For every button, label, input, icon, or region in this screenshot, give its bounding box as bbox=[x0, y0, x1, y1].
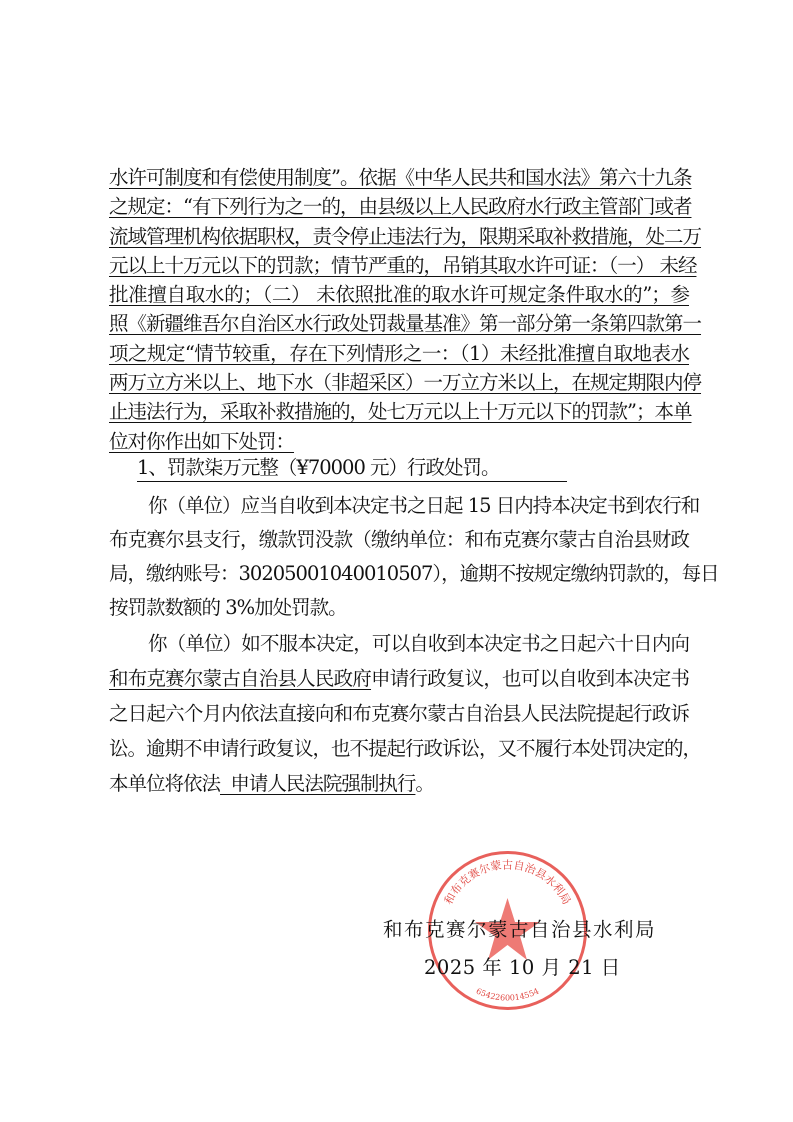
penalty-item-text: 1、罚款柒万元整（¥70000 元）行政处罚。 bbox=[137, 458, 567, 482]
text-line: 批准擅自取水的；（二） 未依照批准的取水许可规定条件取水的”；参 bbox=[109, 283, 689, 307]
enforcement-measure: 申请人民法院强制执行 bbox=[220, 772, 416, 795]
text-line: 布克赛尔县支行，缴款罚没款（缴纳单位：和布克赛尔蒙古自治县财政 bbox=[109, 528, 689, 551]
reconsideration-authority: 和布克赛尔蒙古自治县人民政府 bbox=[109, 667, 372, 690]
text-line: 元以上十万元以下的罚款；情节严重的，吊销其取水许可证：（一） 未经 bbox=[109, 253, 697, 277]
text-line: 。 bbox=[415, 772, 434, 795]
text-line: 位对你作出如下处罚： bbox=[109, 429, 295, 453]
paragraph-payment bbox=[109, 494, 719, 632]
text-line: 止违法行为，采取补救措施的，处七万元以上十万元以下的罚款”；本单 bbox=[109, 400, 692, 424]
text-line: 流域管理机构依据职权，责令停止违法行为，限期采取补救措施，处二万 bbox=[109, 224, 702, 248]
paragraph-appeal bbox=[109, 632, 702, 809]
text-line: 按罚款数额的 3%加处罚款。 bbox=[109, 596, 347, 619]
text-line: 两万立方米以上、地下水（非超采区）一万立方米以上，在规定期限内停 bbox=[109, 371, 702, 395]
text-line: 本单位将依法 bbox=[109, 772, 221, 795]
text-line: 局，缴纳账号：30205001040010507），逾期不按规定缴纳罚款的，每日 bbox=[109, 562, 719, 585]
paragraph-legal-basis bbox=[109, 166, 702, 461]
text-line: 讼。逾期不申请行政复议，也不提起行政诉讼，又不履行本处罚决定的， bbox=[109, 737, 702, 760]
issue-date: 2025 年 10 月 21 日 bbox=[424, 956, 621, 979]
text-line: 你（单位）如不服本决定，可以自收到本决定书之日起六十日内向 bbox=[148, 632, 689, 655]
penalty-item bbox=[137, 458, 567, 482]
text-line: 项之规定“情节较重，存在下列情形之一：（1）未经批准擅自取地表水 bbox=[109, 341, 689, 365]
text-line: 之日起六个月内依法直接向和布克赛尔蒙古自治县人民法院提起行政诉 bbox=[109, 702, 689, 725]
text-line: 水许可制度和有偿使用制度”。依据《中华人民共和国水法》第六十九条 bbox=[109, 166, 692, 189]
issuer-name: 和布克赛尔蒙古自治县水利局 bbox=[383, 918, 657, 941]
text-line: 你（单位）应当自收到本决定书之日起 15 日内持本决定书到农行和 bbox=[148, 494, 700, 517]
text-line: 申请行政复议，也可以自收到本决定书 bbox=[371, 667, 689, 690]
seal-text: 和布克赛尔蒙古自治县水利局 bbox=[441, 858, 574, 907]
seal-code: 6542260014554 bbox=[474, 986, 541, 1003]
text-line: 之规定：“有下列行为之一的，由县级以上人民政府水行政主管部门或者 bbox=[109, 195, 692, 219]
text-line: 照《新疆维吾尔自治区水行政处罚裁量基准》第一部分第一条第四款第一 bbox=[109, 312, 702, 336]
